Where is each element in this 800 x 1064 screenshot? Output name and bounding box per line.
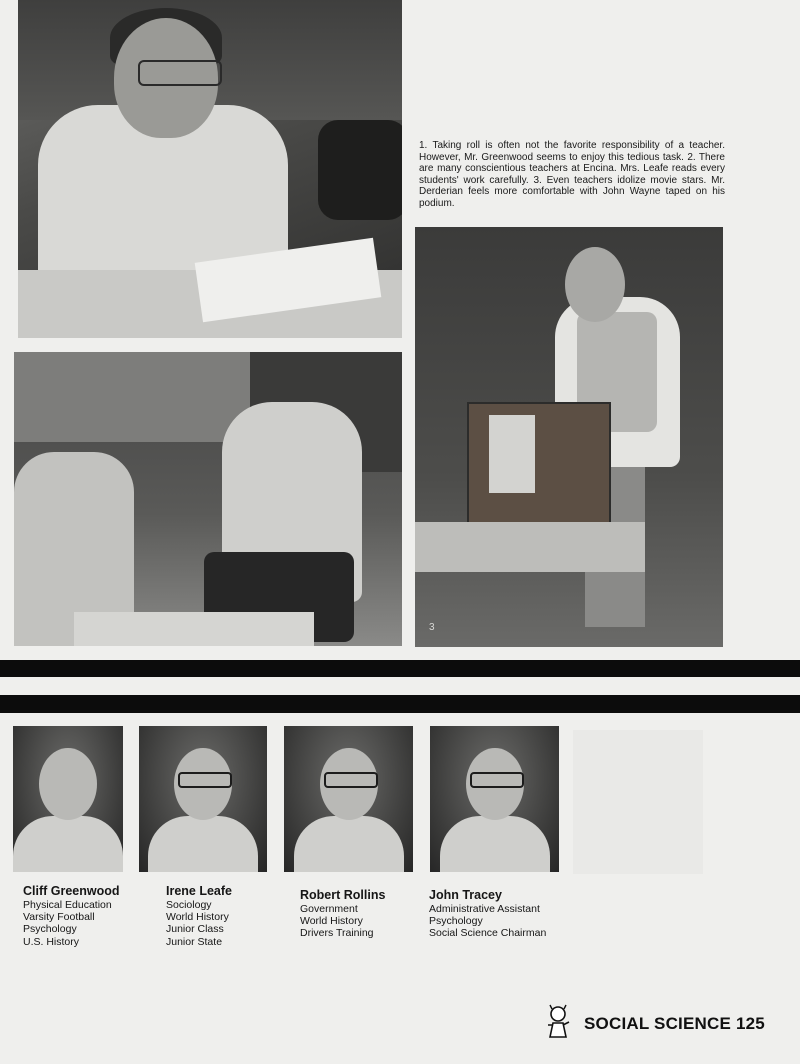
staff-role: Junior Class: [166, 923, 224, 936]
staff-role: Junior State: [166, 935, 223, 948]
portrait-cliff-greenwood: [13, 726, 123, 872]
staff-role: Psychology: [23, 923, 77, 936]
desk: [74, 612, 314, 646]
staff-name: Irene Leafe: [166, 884, 233, 898]
staff-role: Psychology: [429, 915, 483, 928]
john-wayne-poster: [489, 415, 535, 493]
bag: [318, 120, 402, 220]
photo-teacher-reading: [14, 352, 402, 646]
staff-role: Drivers Training: [300, 927, 374, 940]
photo-teacher-at-podium: [415, 227, 723, 647]
staff-role: Government: [300, 903, 358, 915]
staff-role: World History: [166, 911, 229, 924]
staff-entry-greenwood: [23, 884, 120, 948]
portrait-glasses: [178, 772, 232, 788]
divider-bar-bottom: [0, 695, 800, 713]
photo-number: 3: [429, 622, 435, 633]
photo-caption: 1. Taking roll is often not the favorite responsibility of a teacher. However, Mr. Greenwood seems to enjoy this tedious task. 2. There are many conscientious teachers at Encina. Mrs. Leafe reads every students' work carefully. 3. Even teachers idolize movie stars. Mr. Derderian feels more comfortable with John Wayne taped on his podium.: [419, 140, 725, 209]
staff-role: World History: [300, 915, 363, 928]
staff-role: Sociology: [166, 899, 212, 911]
staff-entry-leafe: [166, 884, 232, 948]
staff-name: John Tracey: [429, 888, 502, 902]
staff-name: Cliff Greenwood: [23, 884, 120, 898]
portrait-glasses: [324, 772, 378, 788]
staff-role: Administrative Assistant: [429, 903, 540, 915]
desk: [415, 522, 645, 572]
section-title: SOCIAL SCIENCE: [584, 1014, 732, 1033]
teacher-glasses: [138, 60, 222, 86]
photo-teacher-taking-roll: [18, 0, 402, 338]
portrait-body: [13, 816, 123, 872]
staff-name: Robert Rollins: [300, 888, 386, 902]
portrait-body: [148, 816, 258, 872]
staff-role: Varsity Football: [23, 911, 95, 924]
portrait-body: [294, 816, 404, 872]
divider-bar-top: [0, 660, 800, 677]
portrait-irene-leafe: [139, 726, 267, 872]
portrait-robert-rollins: [284, 726, 413, 872]
portrait-blank: [573, 730, 703, 874]
teacher-head: [565, 247, 625, 322]
staff-role: Physical Education: [23, 899, 112, 911]
mascot-icon: [540, 1003, 576, 1039]
staff-role: U.S. History: [23, 935, 80, 948]
bulletin-board: [14, 352, 250, 442]
portrait-john-tracey: [430, 726, 559, 872]
portrait-body: [440, 816, 550, 872]
staff-entry-rollins: [300, 888, 385, 940]
staff-role: Social Science Chairman: [429, 927, 547, 940]
page-number: 125: [735, 1014, 765, 1033]
page-footer: [584, 1014, 765, 1034]
staff-entry-tracey: [429, 888, 546, 940]
portrait-face: [39, 748, 97, 820]
portrait-glasses: [470, 772, 524, 788]
